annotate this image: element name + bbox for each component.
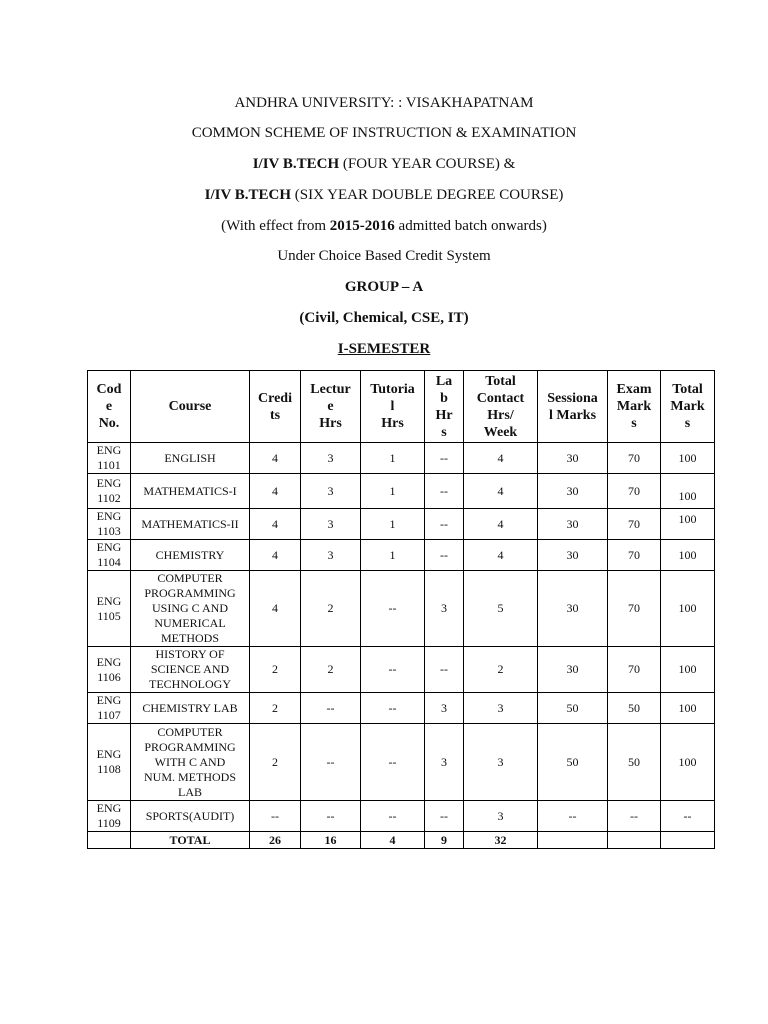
credit-system-line: [0, 247, 768, 265]
sessional-marks-value: --: [538, 801, 608, 832]
contact-hrs-value: 4: [464, 474, 538, 509]
tutorial-hrs-value: --: [361, 724, 425, 801]
course-name: CHEMISTRY LAB: [131, 693, 250, 724]
scheme-text: COMMON SCHEME OF INSTRUCTION & EXAMINATION: [191, 125, 577, 141]
sessional-marks-value: 30: [538, 509, 608, 540]
exam-marks-value: --: [608, 801, 661, 832]
total-marks-value: [661, 509, 715, 540]
course-name: MATHEMATICS-I: [131, 474, 250, 509]
total-marks-text: 100: [678, 488, 697, 503]
exam-marks-value: 70: [608, 540, 661, 571]
tutorial-hrs-value: 1: [361, 443, 425, 474]
course-name: HISTORY OF SCIENCE AND TECHNOLOGY: [131, 647, 250, 693]
total-marks-value: 100: [661, 571, 715, 647]
tutorial-hrs-value: --: [361, 647, 425, 693]
header-row: [88, 371, 715, 443]
table-row: [88, 693, 715, 724]
contact-hrs-value: 5: [464, 571, 538, 647]
course-line-four-year: [0, 155, 768, 173]
sessional-marks-value: 30: [538, 571, 608, 647]
group-title: [0, 278, 768, 296]
effect-text: (With effect from: [221, 218, 330, 234]
semester-title: [0, 340, 768, 358]
exam-marks-value: 70: [608, 443, 661, 474]
exam-marks-value: 70: [608, 571, 661, 647]
lab-hrs-value: --: [425, 443, 464, 474]
table-row: [88, 801, 715, 832]
sessional-marks-value: 30: [538, 443, 608, 474]
course-code: ENG 1107: [88, 693, 131, 724]
total-label: TOTAL: [131, 832, 250, 849]
course-code: ENG 1101: [88, 443, 131, 474]
exam-marks-value: 50: [608, 693, 661, 724]
course-name: ENGLISH: [131, 443, 250, 474]
credits-value: 4: [250, 509, 301, 540]
six-year-course-text: (SIX YEAR DOUBLE DEGREE COURSE): [291, 187, 564, 203]
branches-text: (Civil, Chemical, CSE, IT): [299, 310, 469, 326]
course-name: MATHEMATICS-II: [131, 509, 250, 540]
total-marks-value: 100: [661, 443, 715, 474]
course-code: ENG 1105: [88, 571, 131, 647]
exam-marks-value: 70: [608, 509, 661, 540]
total-marks-value: 100: [661, 724, 715, 801]
table-row: [88, 509, 715, 540]
total-credits: 26: [250, 832, 301, 849]
table-row: [88, 540, 715, 571]
header-tutorial-hrs: Tutoria l Hrs: [361, 371, 425, 443]
contact-hrs-value: 3: [464, 693, 538, 724]
course-code: ENG 1102: [88, 474, 131, 509]
total-tutorial-hrs: 4: [361, 832, 425, 849]
course-code: ENG 1103: [88, 509, 131, 540]
header-code: Cod e No.: [88, 371, 131, 443]
course-line-six-year: [0, 186, 768, 204]
batch-year: 2015-2016: [329, 218, 395, 234]
total-marks-value: 100: [661, 647, 715, 693]
lecture-hrs-value: --: [301, 693, 361, 724]
header-credits: Credi ts: [250, 371, 301, 443]
header-contact-hrs: Total Contact Hrs/ Week: [464, 371, 538, 443]
tutorial-hrs-value: 1: [361, 509, 425, 540]
credit-system-text: Under Choice Based Credit System: [277, 248, 491, 264]
course-name: SPORTS(AUDIT): [131, 801, 250, 832]
lecture-hrs-value: 3: [301, 509, 361, 540]
semester-label: I-SEMESTER: [337, 341, 431, 357]
lab-hrs-value: 3: [425, 693, 464, 724]
lecture-hrs-value: 2: [301, 571, 361, 647]
header-total-marks: Total Mark s: [661, 371, 715, 443]
university-title: [0, 94, 768, 112]
tutorial-hrs-value: 1: [361, 474, 425, 509]
course-name: COMPUTER PROGRAMMING WITH C AND NUM. METHODS LAB: [131, 724, 250, 801]
total-marks-value: 100: [661, 540, 715, 571]
exam-marks-value: 50: [608, 724, 661, 801]
contact-hrs-value: 3: [464, 724, 538, 801]
sessional-marks-value: 30: [538, 647, 608, 693]
lab-hrs-value: --: [425, 801, 464, 832]
lecture-hrs-value: 3: [301, 474, 361, 509]
contact-hrs-value: 4: [464, 443, 538, 474]
contact-hrs-value: 4: [464, 540, 538, 571]
total-lab-hrs: 9: [425, 832, 464, 849]
total-row: [88, 832, 715, 849]
total-sessional-empty: [538, 832, 608, 849]
credits-value: 4: [250, 474, 301, 509]
lecture-hrs-value: 3: [301, 540, 361, 571]
credits-value: 4: [250, 571, 301, 647]
total-code-empty: [88, 832, 131, 849]
lab-hrs-value: --: [425, 474, 464, 509]
sessional-marks-value: 50: [538, 693, 608, 724]
lecture-hrs-value: 3: [301, 443, 361, 474]
lab-hrs-value: 3: [425, 571, 464, 647]
credits-value: 2: [250, 724, 301, 801]
tutorial-hrs-value: --: [361, 693, 425, 724]
lecture-hrs-value: --: [301, 801, 361, 832]
table-row: [88, 647, 715, 693]
table-row: [88, 474, 715, 509]
header-sessional-marks: Sessiona l Marks: [538, 371, 608, 443]
university-name: ANDHRA UNIVERSITY: : VISAKHAPATNAM: [234, 95, 534, 111]
sessional-marks-value: 50: [538, 724, 608, 801]
header-lab-hrs: La b Hr s: [425, 371, 464, 443]
group-label: GROUP – A: [344, 279, 424, 295]
header-exam-marks: Exam Mark s: [608, 371, 661, 443]
course-code: ENG 1106: [88, 647, 131, 693]
degree-label: I/IV B.TECH: [252, 156, 340, 172]
table-row: [88, 571, 715, 647]
tutorial-hrs-value: --: [361, 801, 425, 832]
lecture-hrs-value: --: [301, 724, 361, 801]
header-course: Course: [131, 371, 250, 443]
total-contact-hrs: 32: [464, 832, 538, 849]
total-lecture-hrs: 16: [301, 832, 361, 849]
lab-hrs-value: --: [425, 647, 464, 693]
four-year-course-text: (FOUR YEAR COURSE) &: [339, 156, 516, 172]
lecture-hrs-value: 2: [301, 647, 361, 693]
course-name: COMPUTER PROGRAMMING USING C AND NUMERICAL METHODS: [131, 571, 250, 647]
onwards-text: admitted batch onwards): [394, 218, 547, 234]
tutorial-hrs-value: --: [361, 571, 425, 647]
contact-hrs-value: 3: [464, 801, 538, 832]
lab-hrs-value: --: [425, 509, 464, 540]
branches-line: [0, 309, 768, 327]
total-exam-empty: [608, 832, 661, 849]
total-marks-value: 100: [661, 693, 715, 724]
total-marks-value: --: [661, 801, 715, 832]
exam-marks-value: 70: [608, 474, 661, 509]
course-code: ENG 1108: [88, 724, 131, 801]
total-marks-text: 100: [678, 511, 697, 526]
contact-hrs-value: 4: [464, 509, 538, 540]
course-code: ENG 1109: [88, 801, 131, 832]
degree-label: I/IV B.TECH: [204, 187, 292, 203]
credits-value: 2: [250, 647, 301, 693]
total-marks-value: [661, 474, 715, 509]
table-row: [88, 443, 715, 474]
credits-value: 4: [250, 443, 301, 474]
credits-value: 4: [250, 540, 301, 571]
scheme-title: [0, 124, 768, 142]
course-name: CHEMISTRY: [131, 540, 250, 571]
contact-hrs-value: 2: [464, 647, 538, 693]
tutorial-hrs-value: 1: [361, 540, 425, 571]
course-code: ENG 1104: [88, 540, 131, 571]
sessional-marks-value: 30: [538, 540, 608, 571]
lab-hrs-value: --: [425, 540, 464, 571]
lab-hrs-value: 3: [425, 724, 464, 801]
sessional-marks-value: 30: [538, 474, 608, 509]
scheme-table: [87, 370, 715, 849]
header-lecture-hrs: Lectur e Hrs: [301, 371, 361, 443]
credits-value: --: [250, 801, 301, 832]
credits-value: 2: [250, 693, 301, 724]
effective-batch-line: [0, 217, 768, 235]
table-row: [88, 724, 715, 801]
exam-marks-value: 70: [608, 647, 661, 693]
total-marks-empty: [661, 832, 715, 849]
